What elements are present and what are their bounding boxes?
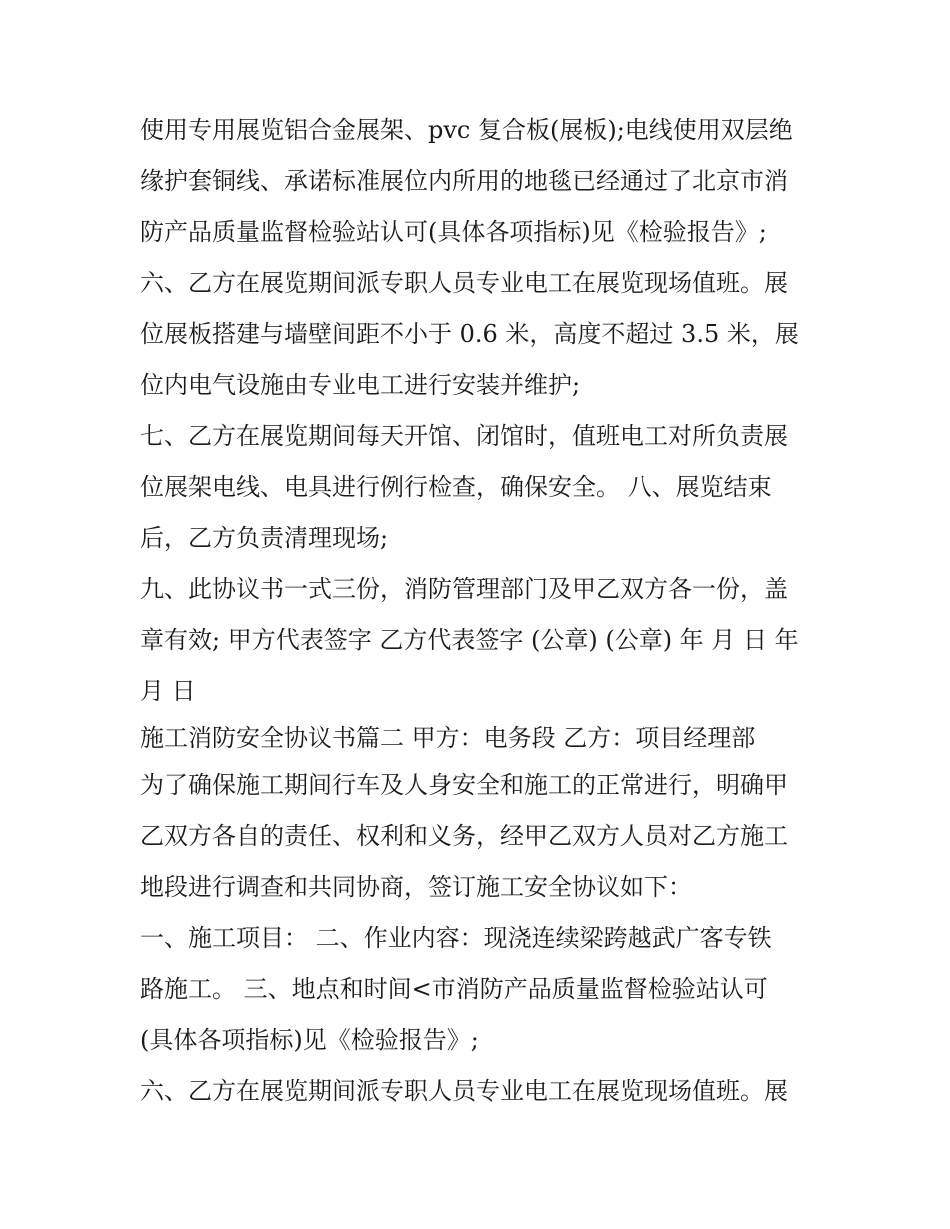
text-line: 章有效; 甲方代表签字 乙方代表签字 (公章) (公章) 年 月 日 年 — [140, 626, 799, 654]
text-line: 六、乙方在展览期间派专职人员专业电工在展览现场值班。展 — [140, 269, 788, 297]
text-line: 后，乙方负责清理现场; — [140, 524, 389, 552]
text-line: 七、乙方在展览期间每天开馆、闭馆时，值班电工对所负责展 — [140, 422, 788, 450]
text-line: 九、此协议书一式三份，消防管理部门及甲乙双方各一份，盖 — [140, 575, 788, 603]
text-line: 乙双方各自的责任、权利和义务，经甲乙双方人员对乙方施工 — [140, 822, 788, 850]
section-heading: 施工消防安全协议书篇二 甲方：电务段 乙方：项目经理部 — [140, 724, 756, 752]
text-line: 防产品质量监督检验站认可(具体各项指标)见《检验报告》; — [140, 218, 767, 246]
text-line: 使用专用展览铝合金展架、pvc 复合板(展板);电线使用双层绝 — [140, 116, 793, 144]
text-line: 路施工。 三、地点和时间<市消防产品质量监督检验站认可 — [140, 975, 768, 1003]
text-line: 为了确保施工期间行车及人身安全和施工的正常进行，明确甲 — [140, 771, 788, 799]
text-line: 位展架电线、电具进行例行检查，确保安全。 八、展览结束 — [140, 473, 772, 501]
text-line: 一、施工项目： 二、作业内容：现浇连续梁跨越武广客专铁 — [140, 924, 772, 952]
text-line: 月 日 — [140, 677, 196, 705]
text-line: 地段进行调查和共同协商，签订施工安全协议如下： — [140, 873, 692, 901]
text-line: 六、乙方在展览期间派专职人员专业电工在展览现场值班。展 — [140, 1077, 788, 1105]
text-line: (具体各项指标)见《检验报告》; — [140, 1026, 479, 1054]
text-line: 位内电气设施由专业电工进行安装并维护; — [140, 371, 581, 399]
text-line: 缘护套铜线、承诺标准展位内所用的地毯已经通过了北京市消 — [140, 167, 788, 195]
text-line: 位展板搭建与墙壁间距不小于 0.6 米，高度不超过 3.5 米，展 — [140, 320, 799, 348]
document-body — [140, 105, 820, 1117]
